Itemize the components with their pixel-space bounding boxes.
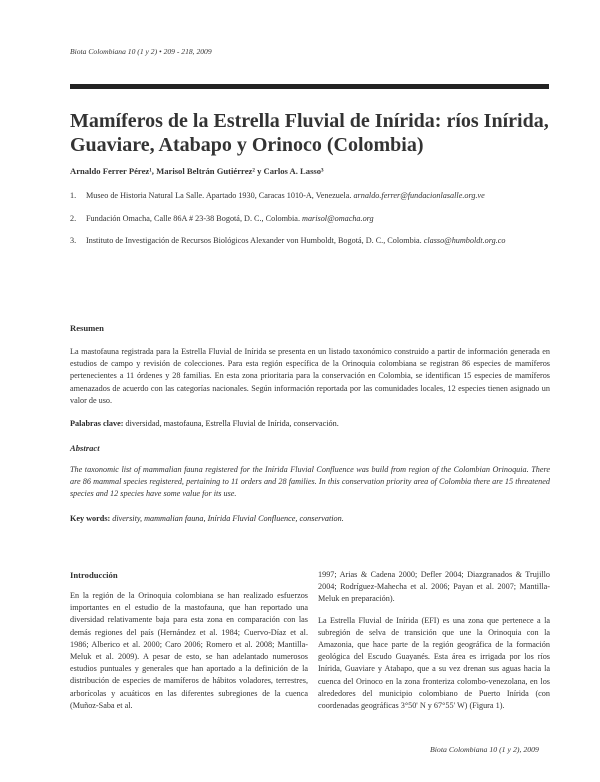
intro-column-2 <box>318 569 550 721</box>
affiliation-number: 3. <box>70 236 77 245</box>
key-words-text: diversity, mammalian fauna, Inírida Fluvial Confluence, conservation. <box>110 514 344 523</box>
running-header: Biota Colombiana 10 (1 y 2) • 209 - 218, 2009 <box>70 47 212 56</box>
affiliation-text: Fundación Omacha, Calle 86A # 23-38 Bogotá, D. C., Colombia. <box>86 213 300 223</box>
affiliation-number: 1. <box>70 191 77 200</box>
key-words-label: Key words: <box>70 514 111 523</box>
affiliation-3 <box>70 235 540 247</box>
key-words <box>70 514 550 523</box>
resumen-heading: Resumen <box>70 323 104 333</box>
title-line-1: Mamíferos de la Estrella Fluvial de Inírida: ríos Inírida, <box>70 110 549 132</box>
affiliation-text: Museo de Historia Natural La Salle. Apartado 1930, Caracas 1010-A, Venezuela. <box>86 191 352 200</box>
page-footer: Biota Colombiana 10 (1 y 2), 2009 <box>430 745 539 754</box>
title-line-2: Guaviare, Atabapo y Orinoco (Colombia) <box>70 134 424 156</box>
header-rule <box>70 84 549 89</box>
abstract-text: The taxonomic list of mammalian fauna registered for the Inírida Fluvial Confluence was build from region of the Colombian Orinoquia. There are 86 mammal species registered, pertaining to 11 orders and 28 families. In this conservation priority area of Colombia there are 15 threatened species and 12 species have some value for its use. <box>70 465 550 499</box>
affiliation-number: 2. <box>70 213 77 223</box>
affiliation-email[interactable]: classo@humboldt.org.co <box>423 236 506 245</box>
abstract-heading: Abstract <box>70 443 100 453</box>
affiliation-email[interactable]: arnaldo.ferrer@fundacionlasalle.org.ve <box>353 191 485 200</box>
intro-column-1 <box>70 590 308 712</box>
affiliation-text: Instituto de Investigación de Recursos Biológicos Alexander von Humboldt, Bogotá, D. C., Colombia. <box>86 236 422 245</box>
palabras-clave-text: diversidad, mastofauna, Estrella Fluvial de Inírida, conservación. <box>123 419 339 428</box>
intro-paragraph-3: La Estrella Fluvial de Inírida (EFI) es una zona que pertenece a la subregión de selva de transición que une la Orinoquia con la Amazonia, que hace parte de la región geográfica de la formación geológica del Escudo Guayanés. Esta área es irrigada por los ríos Inírida, Guaviare y Atabapo, que a su vez drenan sus aguas hacia la cuenca del Orinoco en la zona fronteriza colombo-venezolana, en los alrededores del municipio colombiano de Puerto Inírida (con coordenadas geográficas 3°50' N y 67°55' W) (Figura 1). <box>318 615 550 711</box>
affiliation-1 <box>70 190 540 202</box>
intro-paragraph-1: En la región de la Orinoquia colombiana se han realizado esfuerzos importantes en el estudio de la mastofauna, que han reportado una diversidad relativamente baja para esta zona en comparación con las demás regiones del país (Hernández et al. 1984; Cuervo-Díaz et al. 1986; Alberico et al. 2000; Caro 2006; Romero et al. 2008; Mantilla-Meluk et al. 2009). A pesar de esto, se han adelantado numerosos estudios puntuales y generales que han aportado a la definición de la distribución de especies de mamíferos de hábitos voladores, terrestres, arborícolas y acuáticos en las diferentes subregiones de la cuenca (Muñoz-Saba et al. <box>70 591 308 710</box>
article-title <box>70 109 550 157</box>
intro-paragraph-2: 1997; Arias & Cadena 2000; Defler 2004; Diazgranados & Trujillo 2004; Rodríguez-Mahecha et al. 2006; Payan et al. 2007; Mantilla-Meluk en preparación). <box>318 570 550 604</box>
affiliation-email[interactable]: marisol@omacha.org <box>302 213 374 223</box>
introduccion-heading: Introducción <box>70 570 118 580</box>
affiliations <box>70 190 540 258</box>
palabras-clave-label: Palabras clave: <box>70 419 124 428</box>
affiliation-2 <box>70 213 540 225</box>
author-list: Arnaldo Ferrer Pérez¹, Marisol Beltrán Gutiérrez² y Carlos A. Lasso³ <box>70 166 324 176</box>
resumen-text: La mastofauna registrada para la Estrella Fluvial de Inírida se presenta en un listado taxonómico construido a partir de información generada en estudios de campo y revisión de colecciones. Para esta región específica de la Orinoquia colombiana se registran 86 especies de mamíferos pertenecientes a 11 órdenes y 28 familias. En esta zona prioritaria para la conservación en Colombia, se identifican 15 especies de mamíferos amenazados de acuerdo con las categorías nacionales. Según información reportada por las comunidades locales, 12 especies tienen asignado un valor de uso. <box>70 347 550 405</box>
palabras-clave <box>70 419 550 428</box>
